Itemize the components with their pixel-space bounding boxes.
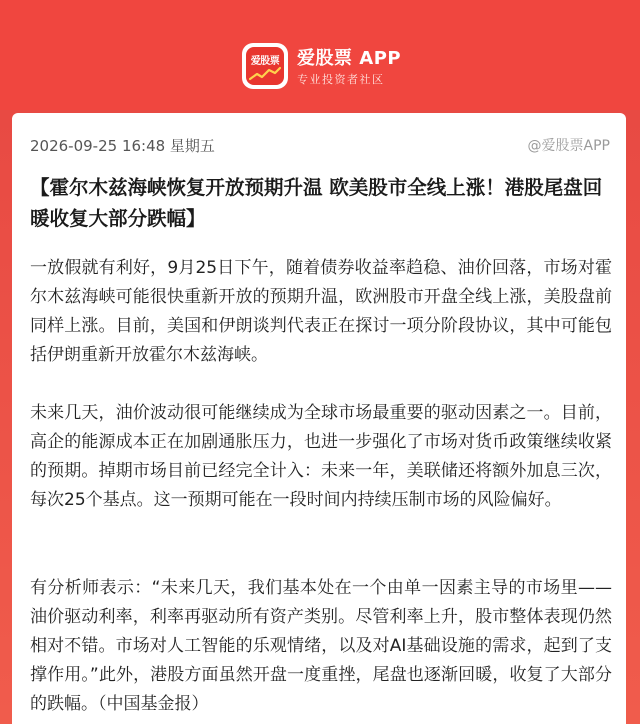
app-header xyxy=(0,0,640,112)
article-paragraph-2: 未来几天，油价波动很可能继续成为全球市场最重要的驱动因素之一。目前，高企的能源成本正在加剧通胀压力，也进一步强化了市场对货币政策继续收紧的预期。掉期市场目前已经完全计入：未来一年，美联储还将额外加息三次，每次25个基点。这一预期可能在一段时间内持续压制市场的风险偏好。 xyxy=(30,403,612,510)
article-paragraph-3: 有分析师表示：“未来几天，我们基本处在一个由单一因素主导的市场里——油价驱动利率，利率再驱动所有资产类别。尽管利率上升，股市整体表现仍然相对不错。市场对人工智能的乐观情绪，以及对AI基础设施的需求，起到了支撑作用。”此外，港股方面虽然开盘一度重挫，尾盘也逐渐回暖，收复了大部分的跌幅。（中国基金报） xyxy=(30,578,612,714)
article-card xyxy=(12,113,626,724)
app-slogan: 专业投资者社区 xyxy=(297,73,385,86)
article-paragraph-1: 一放假就有利好，9月25日下午，随着债券收益率趋稳、油价回落，市场对霍尔木兹海峡可能很快重新开放的预期升温，欧洲股市开盘全线上涨，美股盘前同样上涨。目前，美国和伊朗谈判代表正在探讨一项分阶段协议，其中可能包括伊朗重新开放霍尔木兹海峡。 xyxy=(30,258,612,365)
article-meta xyxy=(30,135,610,155)
publish-date: 2026-09-25 16:48 星期五 xyxy=(30,137,215,155)
logo-text: 爱股票 xyxy=(250,56,280,67)
trend-chart-icon xyxy=(249,66,281,82)
app-logo xyxy=(242,43,288,89)
source-handle[interactable]: @爱股票APP xyxy=(527,138,610,154)
article-title: 【霍尔木兹海峡恢复开放预期升温 欧美股市全线上涨！港股尾盘回暖收复大部分跌幅】 xyxy=(30,176,603,230)
app-name: 爱股票 APP xyxy=(297,48,402,69)
logo-inner xyxy=(246,47,284,85)
